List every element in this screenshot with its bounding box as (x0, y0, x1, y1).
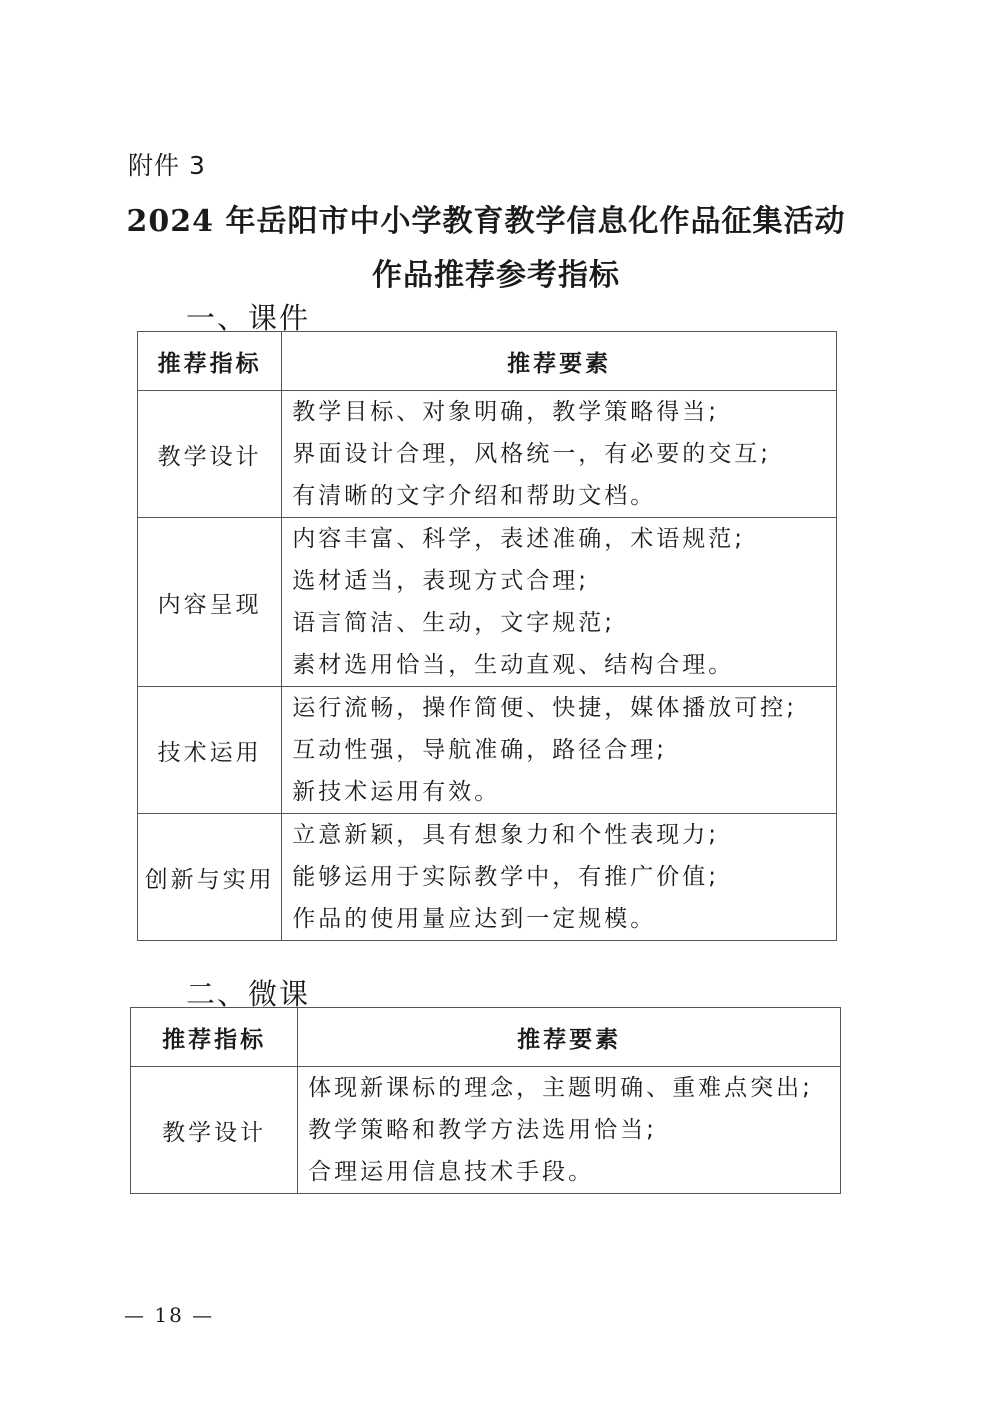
content-line: 新技术运用有效。 (292, 779, 501, 805)
row-label: 创新与实用 (138, 814, 282, 941)
table-row (131, 1067, 841, 1194)
row-content (282, 814, 837, 941)
table-row (138, 391, 837, 518)
header-elements: 推荐要素 (298, 1008, 841, 1067)
content-line: 运行流畅，操作简便、快捷，媒体播放可控; (292, 695, 797, 721)
row-content (298, 1067, 841, 1194)
content-line: 教学目标、对象明确，教学策略得当; (292, 399, 719, 425)
section-heading-microlesson: 二、微课 (186, 977, 311, 1011)
header-elements: 推荐要素 (282, 332, 837, 391)
table-header-row (138, 332, 837, 391)
content-line: 界面设计合理，风格统一，有必要的交互; (292, 441, 771, 467)
content-line: 作品的使用量应达到一定规模。 (292, 906, 657, 932)
row-content (282, 391, 837, 518)
page-number: — 18 — (124, 1303, 215, 1327)
content-line: 互动性强，导航准确，路径合理; (292, 737, 667, 763)
content-line: 内容丰富、科学，表述准确，术语规范; (292, 526, 745, 552)
content-line: 体现新课标的理念，主题明确、重难点突出; (308, 1075, 813, 1101)
section-heading-courseware: 一、课件 (186, 301, 311, 335)
content-line: 有清晰的文字介绍和帮助文档。 (292, 483, 657, 509)
row-content (282, 687, 837, 814)
content-line: 语言简洁、生动，文字规范; (292, 610, 615, 636)
table-row (138, 814, 837, 941)
microlesson-criteria-table (130, 1007, 841, 1194)
content-line: 教学策略和教学方法选用恰当; (308, 1117, 657, 1143)
row-label: 教学设计 (138, 391, 282, 518)
row-content (282, 518, 837, 687)
table-header-row (131, 1008, 841, 1067)
document-title-line2: 作品推荐参考指标 (372, 258, 620, 293)
attachment-label: 附件 3 (128, 151, 206, 180)
table-row (138, 687, 837, 814)
table-row (138, 518, 837, 687)
row-label: 内容呈现 (138, 518, 282, 687)
header-indicator: 推荐指标 (138, 332, 282, 391)
courseware-criteria-table (137, 331, 837, 941)
header-indicator: 推荐指标 (131, 1008, 298, 1067)
content-line: 能够运用于实际教学中，有推广价值; (292, 864, 719, 890)
content-line: 立意新颖，具有想象力和个性表现力; (292, 822, 719, 848)
content-line: 素材选用恰当，生动直观、结构合理。 (292, 652, 735, 678)
content-line: 选材适当，表现方式合理; (292, 568, 589, 594)
row-label: 教学设计 (131, 1067, 298, 1194)
document-title-line1: 2024 年岳阳市中小学教育教学信息化作品征集活动 (126, 204, 846, 239)
content-line: 合理运用信息技术手段。 (308, 1159, 595, 1185)
row-label: 技术运用 (138, 687, 282, 814)
